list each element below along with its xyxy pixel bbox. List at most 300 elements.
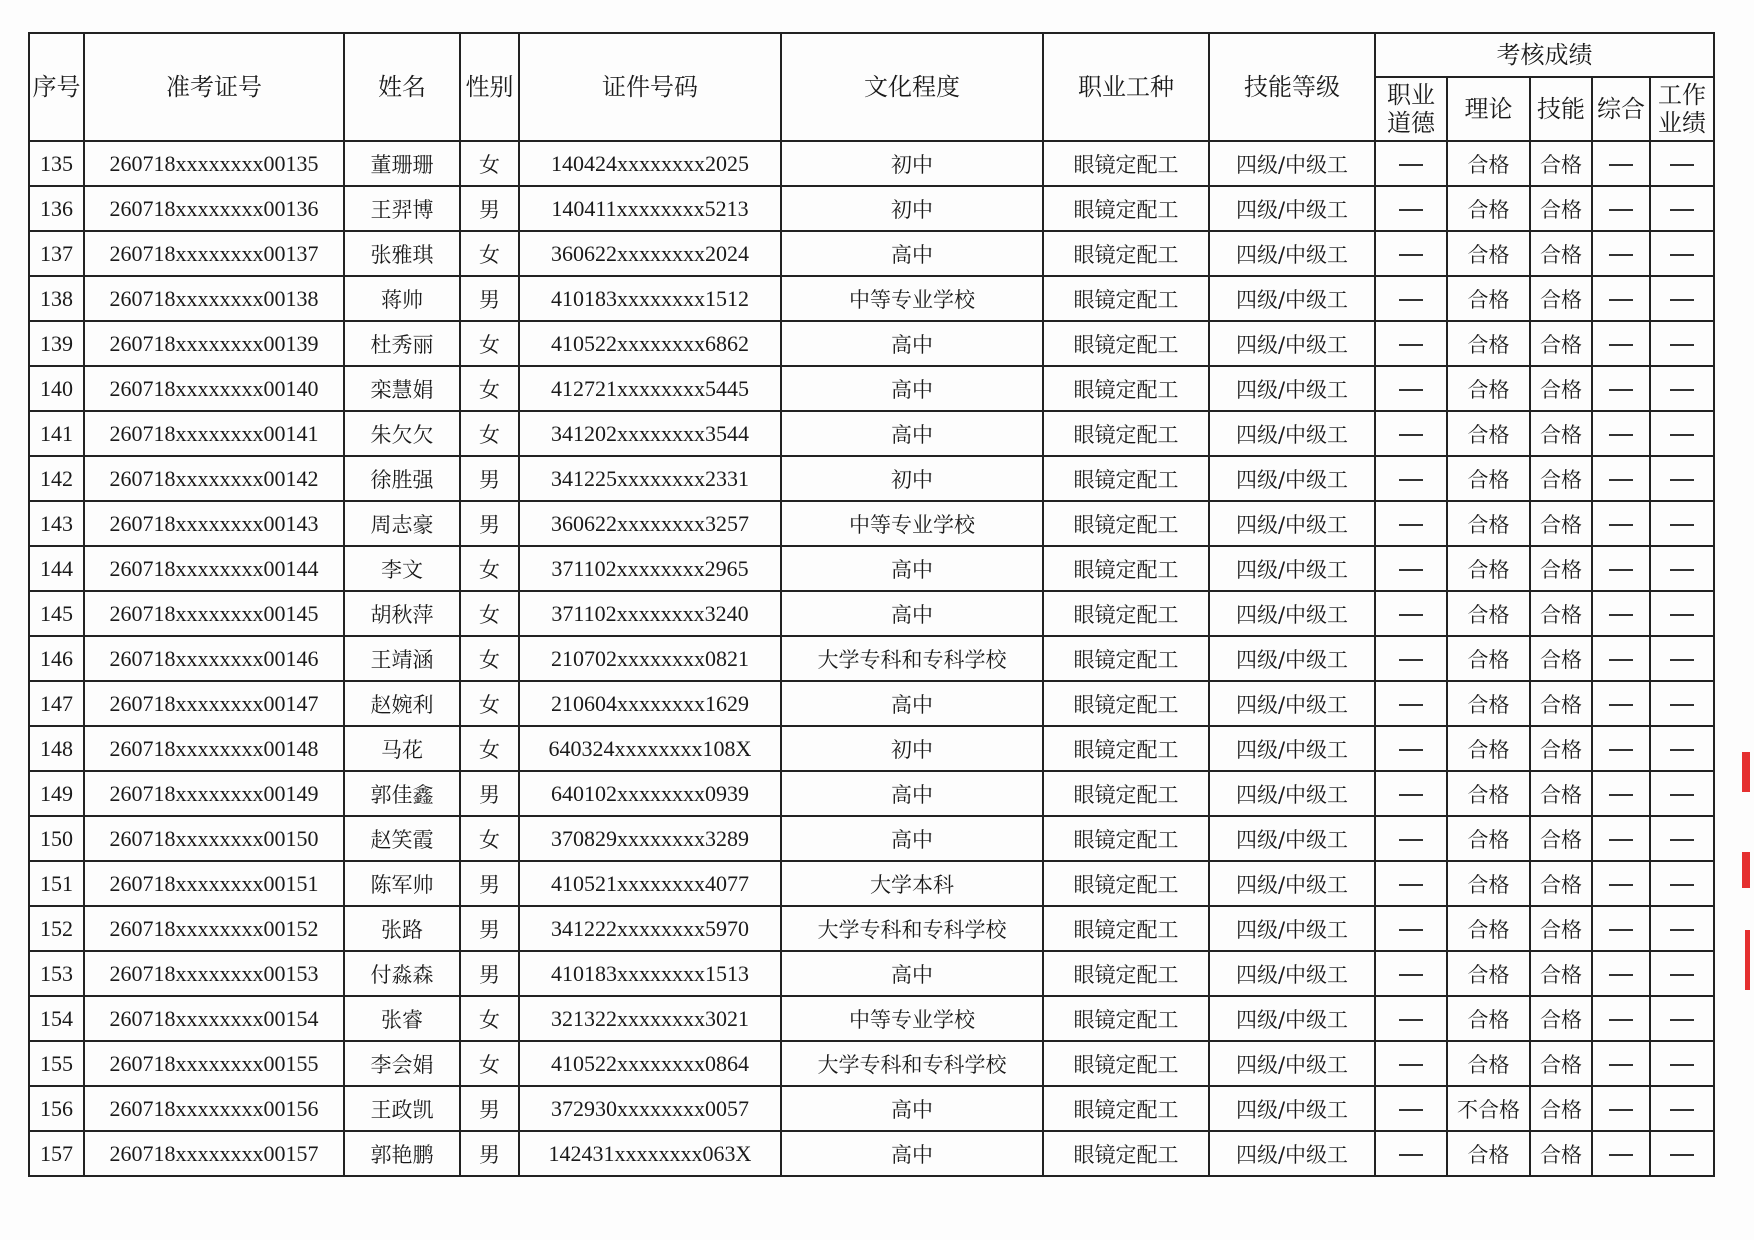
table-row	[29, 186, 1714, 231]
cell-gender: 女	[460, 681, 519, 726]
cell-gender: 男	[460, 186, 519, 231]
cell-id-no: 410521xxxxxxxx4077	[519, 861, 781, 906]
cell-ethics	[1375, 636, 1447, 681]
empty-dash	[1609, 209, 1633, 211]
cell-ticket-no: 260718xxxxxxxx00137	[84, 231, 344, 276]
cell-occupation: 眼镜定配工	[1043, 366, 1209, 411]
empty-dash	[1399, 299, 1423, 301]
header-seq: 序号	[29, 33, 84, 141]
cell-occupation: 眼镜定配工	[1043, 996, 1209, 1041]
cell-comprehensive	[1592, 366, 1650, 411]
cell-seq: 157	[29, 1131, 84, 1176]
header-theory: 理论	[1447, 77, 1530, 141]
cell-ethics	[1375, 276, 1447, 321]
cell-education: 初中	[781, 186, 1043, 231]
cell-name: 栾慧娟	[344, 366, 460, 411]
cell-name: 张路	[344, 906, 460, 951]
cell-skill-level: 四级/中级工	[1209, 186, 1375, 231]
empty-dash	[1670, 344, 1694, 346]
cell-theory: 合格	[1447, 411, 1530, 456]
cell-id-no: 210702xxxxxxxx0821	[519, 636, 781, 681]
cell-skill-level: 四级/中级工	[1209, 321, 1375, 366]
cell-education: 高中	[781, 411, 1043, 456]
cell-theory: 合格	[1447, 816, 1530, 861]
cell-occupation: 眼镜定配工	[1043, 501, 1209, 546]
cell-education: 初中	[781, 456, 1043, 501]
cell-work-performance	[1650, 141, 1714, 186]
empty-dash	[1609, 164, 1633, 166]
cell-seq: 150	[29, 816, 84, 861]
cell-gender: 女	[460, 546, 519, 591]
header-name: 姓名	[344, 33, 460, 141]
empty-dash	[1670, 749, 1694, 751]
empty-dash	[1399, 209, 1423, 211]
cell-comprehensive	[1592, 141, 1650, 186]
cell-comprehensive	[1592, 546, 1650, 591]
empty-dash	[1670, 1109, 1694, 1111]
cell-skill-level: 四级/中级工	[1209, 726, 1375, 771]
empty-dash	[1399, 839, 1423, 841]
empty-dash	[1609, 524, 1633, 526]
cell-work-performance	[1650, 861, 1714, 906]
table-row	[29, 276, 1714, 321]
cell-seq: 138	[29, 276, 84, 321]
empty-dash	[1609, 299, 1633, 301]
cell-work-performance	[1650, 906, 1714, 951]
cell-work-performance	[1650, 231, 1714, 276]
cell-theory: 合格	[1447, 726, 1530, 771]
red-seal-mark	[1745, 930, 1750, 990]
cell-id-no: 412721xxxxxxxx5445	[519, 366, 781, 411]
cell-gender: 男	[460, 276, 519, 321]
empty-dash	[1609, 884, 1633, 886]
cell-id-no: 640102xxxxxxxx0939	[519, 771, 781, 816]
cell-work-performance	[1650, 1041, 1714, 1086]
empty-dash	[1670, 659, 1694, 661]
table-row	[29, 816, 1714, 861]
cell-gender: 女	[460, 141, 519, 186]
cell-work-performance	[1650, 951, 1714, 996]
cell-skill: 合格	[1530, 861, 1592, 906]
cell-occupation: 眼镜定配工	[1043, 321, 1209, 366]
cell-education: 中等专业学校	[781, 501, 1043, 546]
cell-ticket-no: 260718xxxxxxxx00136	[84, 186, 344, 231]
empty-dash	[1609, 749, 1633, 751]
cell-seq: 151	[29, 861, 84, 906]
table-row	[29, 906, 1714, 951]
cell-comprehensive	[1592, 591, 1650, 636]
cell-gender: 女	[460, 411, 519, 456]
cell-occupation: 眼镜定配工	[1043, 636, 1209, 681]
cell-ethics	[1375, 1131, 1447, 1176]
cell-occupation: 眼镜定配工	[1043, 771, 1209, 816]
empty-dash	[1609, 614, 1633, 616]
cell-work-performance	[1650, 726, 1714, 771]
cell-name: 李文	[344, 546, 460, 591]
empty-dash	[1670, 389, 1694, 391]
cell-comprehensive	[1592, 456, 1650, 501]
cell-seq: 154	[29, 996, 84, 1041]
empty-dash	[1399, 254, 1423, 256]
cell-skill-level: 四级/中级工	[1209, 411, 1375, 456]
cell-theory: 合格	[1447, 456, 1530, 501]
cell-id-no: 321322xxxxxxxx3021	[519, 996, 781, 1041]
cell-skill: 合格	[1530, 771, 1592, 816]
cell-skill: 合格	[1530, 456, 1592, 501]
header-education: 文化程度	[781, 33, 1043, 141]
cell-skill: 合格	[1530, 681, 1592, 726]
empty-dash	[1399, 1154, 1423, 1156]
cell-theory: 合格	[1447, 546, 1530, 591]
cell-comprehensive	[1592, 771, 1650, 816]
cell-ticket-no: 260718xxxxxxxx00143	[84, 501, 344, 546]
cell-skill-level: 四级/中级工	[1209, 636, 1375, 681]
cell-work-performance	[1650, 276, 1714, 321]
cell-id-no: 410522xxxxxxxx0864	[519, 1041, 781, 1086]
header-id-no: 证件号码	[519, 33, 781, 141]
cell-comprehensive	[1592, 906, 1650, 951]
cell-skill: 合格	[1530, 411, 1592, 456]
cell-seq: 140	[29, 366, 84, 411]
cell-comprehensive	[1592, 276, 1650, 321]
cell-occupation: 眼镜定配工	[1043, 951, 1209, 996]
table-row	[29, 141, 1714, 186]
cell-occupation: 眼镜定配工	[1043, 231, 1209, 276]
header-comprehensive: 综合	[1592, 77, 1650, 141]
empty-dash	[1609, 1019, 1633, 1021]
table-row	[29, 1086, 1714, 1131]
cell-work-performance	[1650, 321, 1714, 366]
cell-seq: 145	[29, 591, 84, 636]
cell-skill-level: 四级/中级工	[1209, 456, 1375, 501]
empty-dash	[1399, 1109, 1423, 1111]
cell-occupation: 眼镜定配工	[1043, 546, 1209, 591]
cell-skill-level: 四级/中级工	[1209, 366, 1375, 411]
red-seal-mark	[1742, 752, 1750, 792]
cell-ticket-no: 260718xxxxxxxx00139	[84, 321, 344, 366]
cell-education: 高中	[781, 1086, 1043, 1131]
cell-skill-level: 四级/中级工	[1209, 1086, 1375, 1131]
cell-name: 张雅琪	[344, 231, 460, 276]
empty-dash	[1609, 344, 1633, 346]
cell-gender: 女	[460, 321, 519, 366]
cell-skill-level: 四级/中级工	[1209, 951, 1375, 996]
cell-education: 大学专科和专科学校	[781, 906, 1043, 951]
cell-name: 马花	[344, 726, 460, 771]
cell-id-no: 371102xxxxxxxx2965	[519, 546, 781, 591]
table-row	[29, 231, 1714, 276]
cell-comprehensive	[1592, 681, 1650, 726]
cell-seq: 142	[29, 456, 84, 501]
cell-theory: 合格	[1447, 951, 1530, 996]
cell-ethics	[1375, 546, 1447, 591]
cell-work-performance	[1650, 816, 1714, 861]
empty-dash	[1399, 434, 1423, 436]
cell-work-performance	[1650, 636, 1714, 681]
cell-name: 董珊珊	[344, 141, 460, 186]
cell-skill: 合格	[1530, 906, 1592, 951]
cell-id-no: 370829xxxxxxxx3289	[519, 816, 781, 861]
empty-dash	[1609, 839, 1633, 841]
empty-dash	[1399, 794, 1423, 796]
cell-skill-level: 四级/中级工	[1209, 906, 1375, 951]
cell-occupation: 眼镜定配工	[1043, 456, 1209, 501]
cell-seq: 137	[29, 231, 84, 276]
empty-dash	[1399, 164, 1423, 166]
cell-seq: 136	[29, 186, 84, 231]
cell-name: 朱欠欠	[344, 411, 460, 456]
table-row	[29, 366, 1714, 411]
table-row	[29, 546, 1714, 591]
cell-name: 郭佳鑫	[344, 771, 460, 816]
empty-dash	[1670, 929, 1694, 931]
cell-id-no: 410183xxxxxxxx1513	[519, 951, 781, 996]
table-row	[29, 771, 1714, 816]
empty-dash	[1609, 974, 1633, 976]
cell-ethics	[1375, 861, 1447, 906]
cell-ethics	[1375, 726, 1447, 771]
cell-ethics	[1375, 771, 1447, 816]
cell-theory: 合格	[1447, 906, 1530, 951]
empty-dash	[1609, 1064, 1633, 1066]
empty-dash	[1670, 299, 1694, 301]
cell-name: 周志豪	[344, 501, 460, 546]
cell-theory: 合格	[1447, 501, 1530, 546]
cell-work-performance	[1650, 456, 1714, 501]
cell-skill: 合格	[1530, 1086, 1592, 1131]
cell-education: 大学本科	[781, 861, 1043, 906]
table-body	[29, 141, 1714, 1176]
empty-dash	[1609, 929, 1633, 931]
cell-education: 高中	[781, 951, 1043, 996]
cell-work-performance	[1650, 591, 1714, 636]
empty-dash	[1670, 794, 1694, 796]
empty-dash	[1670, 479, 1694, 481]
cell-name: 赵婉利	[344, 681, 460, 726]
cell-gender: 女	[460, 366, 519, 411]
empty-dash	[1399, 929, 1423, 931]
cell-name: 杜秀丽	[344, 321, 460, 366]
cell-gender: 男	[460, 951, 519, 996]
cell-ticket-no: 260718xxxxxxxx00155	[84, 1041, 344, 1086]
cell-gender: 女	[460, 636, 519, 681]
empty-dash	[1609, 659, 1633, 661]
cell-comprehensive	[1592, 861, 1650, 906]
empty-dash	[1609, 1109, 1633, 1111]
cell-theory: 不合格	[1447, 1086, 1530, 1131]
cell-work-performance	[1650, 1131, 1714, 1176]
empty-dash	[1399, 884, 1423, 886]
empty-dash	[1670, 164, 1694, 166]
cell-comprehensive	[1592, 501, 1650, 546]
header-skill: 技能	[1530, 77, 1592, 141]
cell-ticket-no: 260718xxxxxxxx00156	[84, 1086, 344, 1131]
cell-ethics	[1375, 501, 1447, 546]
cell-gender: 女	[460, 1041, 519, 1086]
cell-id-no: 410183xxxxxxxx1512	[519, 276, 781, 321]
empty-dash	[1670, 434, 1694, 436]
empty-dash	[1670, 1154, 1694, 1156]
cell-skill: 合格	[1530, 591, 1592, 636]
cell-skill-level: 四级/中级工	[1209, 861, 1375, 906]
cell-education: 高中	[781, 546, 1043, 591]
empty-dash	[1609, 794, 1633, 796]
cell-ethics	[1375, 1041, 1447, 1086]
cell-gender: 男	[460, 906, 519, 951]
cell-theory: 合格	[1447, 1131, 1530, 1176]
cell-ticket-no: 260718xxxxxxxx00147	[84, 681, 344, 726]
cell-name: 徐胜强	[344, 456, 460, 501]
header-scores-group: 考核成绩	[1375, 33, 1714, 77]
table-row	[29, 1041, 1714, 1086]
cell-ticket-no: 260718xxxxxxxx00146	[84, 636, 344, 681]
cell-skill-level: 四级/中级工	[1209, 1131, 1375, 1176]
cell-skill-level: 四级/中级工	[1209, 996, 1375, 1041]
empty-dash	[1399, 659, 1423, 661]
cell-skill: 合格	[1530, 501, 1592, 546]
cell-ethics	[1375, 366, 1447, 411]
cell-seq: 135	[29, 141, 84, 186]
cell-theory: 合格	[1447, 186, 1530, 231]
cell-ethics	[1375, 411, 1447, 456]
cell-name: 张睿	[344, 996, 460, 1041]
empty-dash	[1670, 1019, 1694, 1021]
empty-dash	[1399, 344, 1423, 346]
cell-occupation: 眼镜定配工	[1043, 411, 1209, 456]
cell-occupation: 眼镜定配工	[1043, 1086, 1209, 1131]
cell-skill-level: 四级/中级工	[1209, 501, 1375, 546]
empty-dash	[1399, 389, 1423, 391]
cell-theory: 合格	[1447, 771, 1530, 816]
cell-work-performance	[1650, 411, 1714, 456]
table-row	[29, 951, 1714, 996]
cell-ethics	[1375, 321, 1447, 366]
cell-name: 付淼森	[344, 951, 460, 996]
cell-skill: 合格	[1530, 1131, 1592, 1176]
cell-education: 高中	[781, 681, 1043, 726]
cell-education: 高中	[781, 321, 1043, 366]
cell-skill-level: 四级/中级工	[1209, 816, 1375, 861]
empty-dash	[1670, 884, 1694, 886]
cell-ethics	[1375, 996, 1447, 1041]
cell-theory: 合格	[1447, 231, 1530, 276]
cell-comprehensive	[1592, 996, 1650, 1041]
cell-skill-level: 四级/中级工	[1209, 771, 1375, 816]
empty-dash	[1609, 569, 1633, 571]
cell-id-no: 341202xxxxxxxx3544	[519, 411, 781, 456]
cell-seq: 143	[29, 501, 84, 546]
cell-gender: 男	[460, 501, 519, 546]
cell-seq: 155	[29, 1041, 84, 1086]
empty-dash	[1609, 1154, 1633, 1156]
cell-work-performance	[1650, 186, 1714, 231]
cell-theory: 合格	[1447, 591, 1530, 636]
cell-comprehensive	[1592, 816, 1650, 861]
cell-comprehensive	[1592, 951, 1650, 996]
empty-dash	[1399, 614, 1423, 616]
cell-gender: 男	[460, 1086, 519, 1131]
cell-gender: 男	[460, 1131, 519, 1176]
cell-ethics	[1375, 1086, 1447, 1131]
empty-dash	[1399, 704, 1423, 706]
cell-ticket-no: 260718xxxxxxxx00152	[84, 906, 344, 951]
cell-ethics	[1375, 681, 1447, 726]
cell-seq: 139	[29, 321, 84, 366]
cell-skill: 合格	[1530, 321, 1592, 366]
cell-ticket-no: 260718xxxxxxxx00141	[84, 411, 344, 456]
cell-education: 中等专业学校	[781, 996, 1043, 1041]
cell-ticket-no: 260718xxxxxxxx00140	[84, 366, 344, 411]
cell-occupation: 眼镜定配工	[1043, 726, 1209, 771]
cell-id-no: 210604xxxxxxxx1629	[519, 681, 781, 726]
cell-seq: 152	[29, 906, 84, 951]
cell-work-performance	[1650, 996, 1714, 1041]
cell-id-no: 142431xxxxxxxx063X	[519, 1131, 781, 1176]
cell-ticket-no: 260718xxxxxxxx00138	[84, 276, 344, 321]
empty-dash	[1670, 974, 1694, 976]
cell-seq: 147	[29, 681, 84, 726]
cell-skill-level: 四级/中级工	[1209, 276, 1375, 321]
table-row	[29, 1131, 1714, 1176]
table-row	[29, 636, 1714, 681]
cell-seq: 146	[29, 636, 84, 681]
cell-ticket-no: 260718xxxxxxxx00157	[84, 1131, 344, 1176]
cell-comprehensive	[1592, 321, 1650, 366]
cell-id-no: 372930xxxxxxxx0057	[519, 1086, 781, 1131]
empty-dash	[1399, 1064, 1423, 1066]
cell-seq: 149	[29, 771, 84, 816]
cell-seq: 153	[29, 951, 84, 996]
header-occupation: 职业工种	[1043, 33, 1209, 141]
cell-ticket-no: 260718xxxxxxxx00151	[84, 861, 344, 906]
cell-id-no: 410522xxxxxxxx6862	[519, 321, 781, 366]
empty-dash	[1399, 479, 1423, 481]
header-gender: 性别	[460, 33, 519, 141]
cell-ethics	[1375, 186, 1447, 231]
cell-seq: 148	[29, 726, 84, 771]
cell-education: 大学专科和专科学校	[781, 1041, 1043, 1086]
cell-skill: 合格	[1530, 816, 1592, 861]
cell-comprehensive	[1592, 726, 1650, 771]
cell-id-no: 140424xxxxxxxx2025	[519, 141, 781, 186]
cell-education: 初中	[781, 726, 1043, 771]
cell-gender: 男	[460, 456, 519, 501]
cell-name: 胡秋萍	[344, 591, 460, 636]
cell-skill: 合格	[1530, 366, 1592, 411]
empty-dash	[1609, 479, 1633, 481]
cell-occupation: 眼镜定配工	[1043, 591, 1209, 636]
cell-occupation: 眼镜定配工	[1043, 276, 1209, 321]
table-row	[29, 456, 1714, 501]
cell-gender: 女	[460, 591, 519, 636]
empty-dash	[1609, 704, 1633, 706]
cell-ticket-no: 260718xxxxxxxx00135	[84, 141, 344, 186]
cell-gender: 女	[460, 816, 519, 861]
cell-gender: 女	[460, 996, 519, 1041]
cell-ticket-no: 260718xxxxxxxx00150	[84, 816, 344, 861]
cell-skill-level: 四级/中级工	[1209, 1041, 1375, 1086]
cell-theory: 合格	[1447, 996, 1530, 1041]
cell-theory: 合格	[1447, 861, 1530, 906]
cell-ethics	[1375, 951, 1447, 996]
empty-dash	[1670, 704, 1694, 706]
cell-gender: 男	[460, 771, 519, 816]
empty-dash	[1670, 254, 1694, 256]
table-row	[29, 591, 1714, 636]
table-row	[29, 996, 1714, 1041]
cell-education: 高中	[781, 1131, 1043, 1176]
cell-occupation: 眼镜定配工	[1043, 1131, 1209, 1176]
